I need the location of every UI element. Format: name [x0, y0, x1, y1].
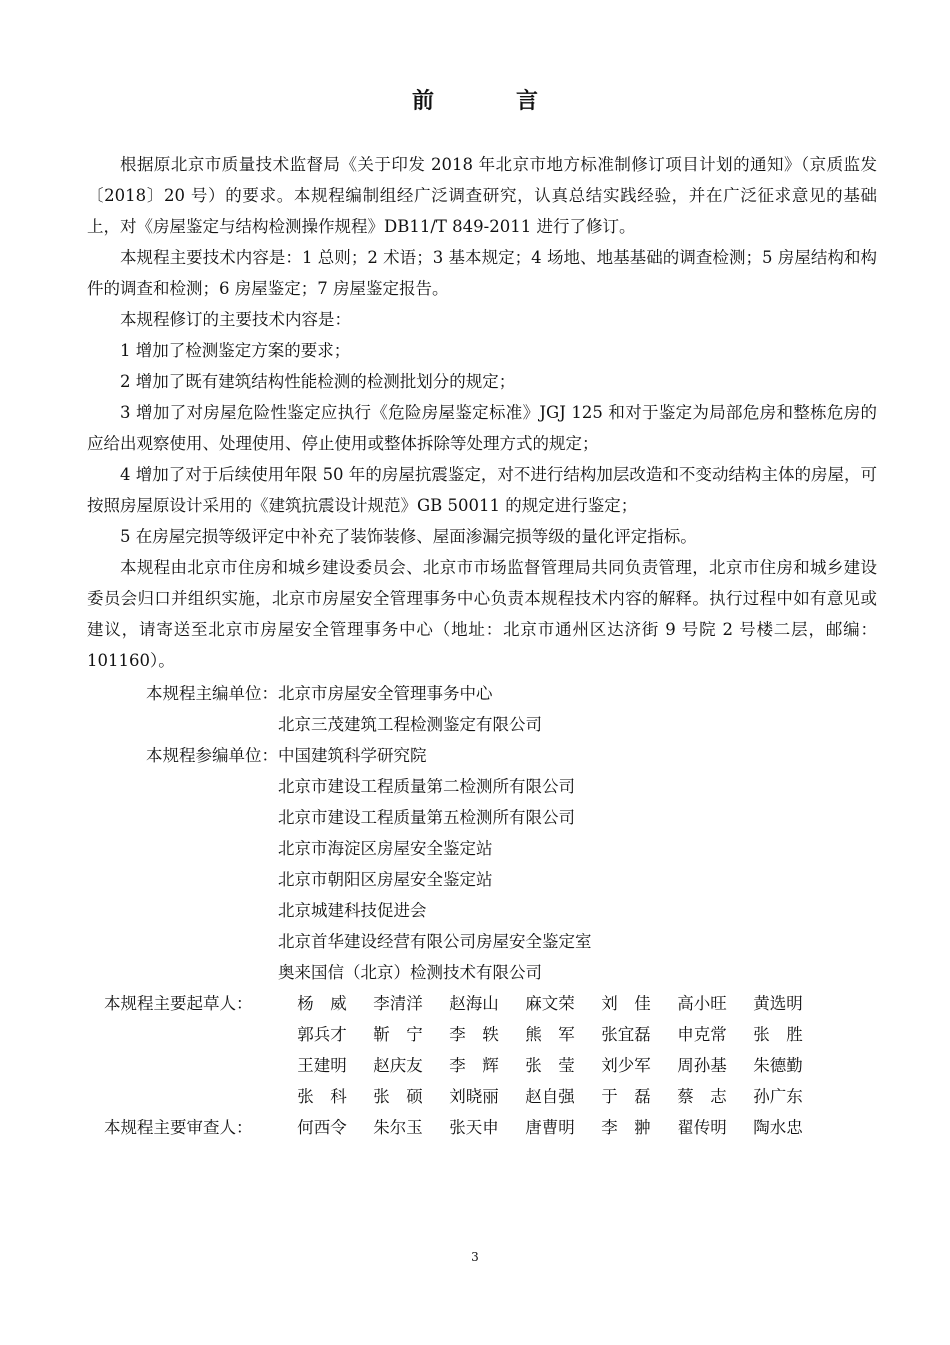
participating-unit-row	[87, 833, 877, 864]
drafter-name: 高小旺	[677, 994, 727, 1013]
drafter-name: 张 科	[297, 1087, 347, 1106]
drafter-name: 王建明	[297, 1056, 347, 1075]
drafter-name: 麻文荣	[525, 994, 575, 1013]
participating-unit-name: 北京市建设工程质量第二检测所有限公司	[278, 777, 575, 796]
drafter-name: 张 硕	[373, 1087, 423, 1106]
drafter-name: 申克常	[677, 1025, 727, 1044]
drafter-name: 李清洋	[373, 994, 423, 1013]
drafter-name: 赵自强	[525, 1087, 575, 1106]
paragraph: 本规程由北京市住房和城乡建设委员会、北京市市场监督管理局共同负责管理，北京市住房和城乡建设委员会归口并组织实施，北京市房屋安全管理事务中心负责本规程技术内容的解释。执行过程中如有意见或建议，请寄送至北京市房屋安全管理事务中心（地址：北京市通州区达济街 9 号院 2 号楼二层，邮编：101160）。	[87, 558, 877, 670]
drafter-name: 蔡 志	[677, 1087, 727, 1106]
reviewers-row	[87, 1112, 877, 1143]
preface-body	[87, 149, 877, 676]
paragraph: 2 增加了既有建筑结构性能检测的检测批划分的规定；	[120, 372, 516, 391]
chief-unit-name: 北京市房屋安全管理事务中心	[278, 684, 493, 703]
participating-unit-name: 北京市建设工程质量第五检测所有限公司	[278, 808, 575, 827]
drafter-name: 张 莹	[525, 1056, 575, 1075]
drafter-name: 熊 军	[525, 1025, 575, 1044]
contributors-section	[87, 678, 877, 1143]
drafters-row	[87, 1081, 877, 1112]
drafter-name: 靳 宁	[373, 1025, 423, 1044]
drafter-name: 李 轶	[449, 1025, 499, 1044]
reviewer-name: 陶水忠	[753, 1118, 803, 1137]
reviewer-name: 李 翀	[601, 1118, 651, 1137]
drafters-row	[87, 1019, 877, 1050]
participating-units-label: 本规程参编单位：	[146, 746, 278, 765]
reviewer-name: 张天申	[449, 1118, 499, 1137]
participating-unit-name: 北京市朝阳区房屋安全鉴定站	[278, 870, 493, 889]
drafter-name: 刘晓丽	[449, 1087, 499, 1106]
chief-unit-row	[87, 709, 877, 740]
drafter-name: 赵庆友	[373, 1056, 423, 1075]
drafter-name: 杨 威	[297, 994, 347, 1013]
participating-unit-row	[87, 740, 877, 771]
drafter-name: 刘少军	[601, 1056, 651, 1075]
drafter-name: 周孙基	[677, 1056, 727, 1075]
drafters-label: 本规程主要起草人：	[104, 994, 253, 1013]
paragraph: 本规程修订的主要技术内容是：	[120, 310, 351, 329]
paragraph: 3 增加了对房屋危险性鉴定应执行《危险房屋鉴定标准》JGJ 125 和对于鉴定为局部危房和整栋危房的应给出观察使用、处理使用、停止使用或整体拆除等处理方式的规定；	[87, 403, 877, 453]
paragraph: 1 增加了检测鉴定方案的要求；	[120, 341, 351, 360]
drafter-name: 于 磊	[601, 1087, 651, 1106]
drafter-name: 刘 佳	[601, 994, 651, 1013]
participating-unit-row	[87, 864, 877, 895]
drafter-name: 孙广东	[753, 1087, 803, 1106]
participating-unit-name: 奥来国信（北京）检测技术有限公司	[278, 963, 542, 982]
paragraph: 5 在房屋完损等级评定中补充了装饰装修、屋面渗漏完损等级的量化评定指标。	[120, 527, 697, 546]
drafter-name: 赵海山	[449, 994, 499, 1013]
drafters-row	[87, 988, 877, 1019]
drafter-name: 李 辉	[449, 1056, 499, 1075]
chief-unit-row	[87, 678, 877, 709]
participating-unit-row	[87, 895, 877, 926]
drafter-name: 朱德勤	[753, 1056, 803, 1075]
reviewer-name: 唐曹明	[525, 1118, 575, 1137]
participating-unit-row	[87, 957, 877, 988]
page-number: 3	[471, 1250, 479, 1264]
drafters-row	[87, 1050, 877, 1081]
page-title: 前 言	[411, 88, 568, 114]
participating-unit-name: 北京首华建设经营有限公司房屋安全鉴定室	[278, 932, 592, 951]
participating-unit-name: 北京城建科技促进会	[278, 901, 427, 920]
paragraph: 4 增加了对于后续使用年限 50 年的房屋抗震鉴定，对不进行结构加层改造和不变动结构主体的房屋，可按照房屋原设计采用的《建筑抗震设计规范》GB 50011 的规定进行鉴定；	[87, 465, 877, 515]
participating-unit-row	[87, 802, 877, 833]
drafter-name: 黄选明	[753, 994, 803, 1013]
reviewer-name: 翟传明	[677, 1118, 727, 1137]
reviewers-label: 本规程主要审查人：	[104, 1118, 253, 1137]
participating-unit-name: 北京市海淀区房屋安全鉴定站	[278, 839, 493, 858]
reviewer-name: 朱尔玉	[373, 1118, 423, 1137]
chief-unit-name: 北京三茂建筑工程检测鉴定有限公司	[278, 715, 542, 734]
participating-unit-name: 中国建筑科学研究院	[278, 746, 427, 765]
reviewer-name: 何西令	[297, 1118, 347, 1137]
chief-units-label: 本规程主编单位：	[146, 684, 278, 703]
people-section	[87, 988, 877, 1143]
drafter-name: 张 胜	[753, 1025, 803, 1044]
paragraph: 根据原北京市质量技术监督局《关于印发 2018 年北京市地方标准制修订项目计划的通知》（京质监发〔2018〕20 号）的要求。本规程编制组经广泛调查研究，认真总结实践经验，并在广泛征求意见的基础上，对《房屋鉴定与结构检测操作规程》DB11/T 849-2011 进行了修订。	[87, 155, 877, 236]
drafter-name: 郭兵才	[297, 1025, 347, 1044]
drafter-name: 张宜磊	[601, 1025, 651, 1044]
paragraph: 本规程主要技术内容是：1 总则；2 术语；3 基本规定；4 场地、地基基础的调查检测；5 房屋结构和构件的调查和检测；6 房屋鉴定；7 房屋鉴定报告。	[87, 248, 877, 298]
participating-unit-row	[87, 771, 877, 802]
participating-unit-row	[87, 926, 877, 957]
